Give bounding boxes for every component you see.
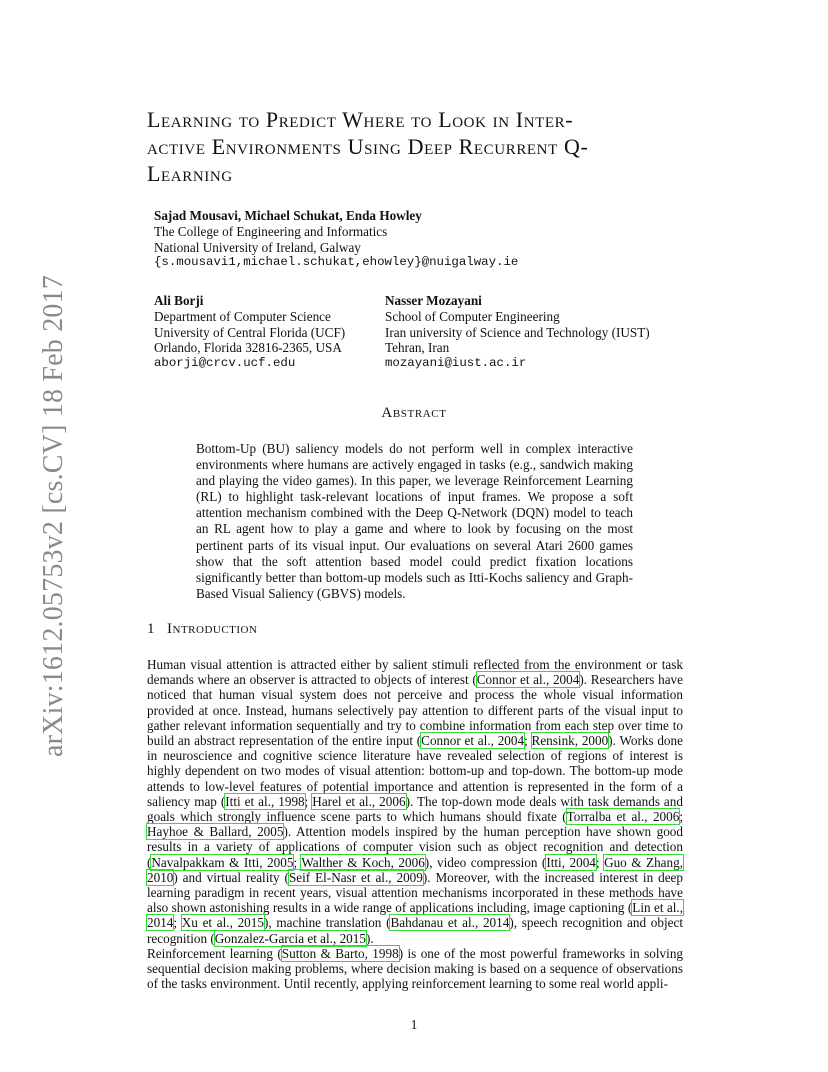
author-names: Sajad Mousavi, Michael Schukat, Enda Howley — [154, 208, 422, 223]
citation-link[interactable]: Itti et al., 1998 — [225, 793, 305, 809]
author-name: Nasser Mozayani — [385, 293, 482, 308]
affiliation-line: Orlando, Florida 32816-2365, USA — [154, 340, 342, 356]
author-block-borji — [154, 293, 345, 372]
title-line: active Environments Using Deep Recurrent Q- — [147, 134, 589, 159]
section-number: 1 — [147, 621, 155, 637]
paper-title — [147, 106, 695, 187]
section-heading — [147, 621, 257, 638]
author-block-mozayani — [385, 293, 650, 372]
author-email: {s.mousavi1,michael.schukat,ehowley}@nuigalway.ie — [154, 255, 519, 270]
author-name: Ali Borji — [154, 293, 204, 308]
affiliation-line: National University of Ireland, Galway — [154, 239, 361, 255]
author-email: aborji@crcv.ucf.edu — [154, 356, 296, 371]
abstract-heading: Abstract — [381, 405, 447, 421]
citation-link[interactable]: Connor et al., 2004 — [421, 733, 525, 749]
affiliation-line: Department of Computer Science — [154, 308, 331, 324]
citation-link[interactable]: Seif El-Nasr et al., 2009 — [288, 869, 423, 885]
abstract-text: Bottom-Up (BU) saliency models do not perform well in complex interactive environments where humans are actively engaged in tasks (e.g., sandwich making and playing the video games). In this paper, we leverage Reinforcement Learning (RL) to highlight task-relevant locations of input frames. We propose a soft attention mechanism combined with the Deep Q-Network (DQN) model to teach an RL agent how to play a game and where to look by focusing on the most pertinent parts of its visual input. Our evaluations on several Atari 2600 games show that the soft attention based model could predict fixation locations significantly better than bottom-up models such as Itti-Kochs saliency and Graph-Based Visual Saliency (GBVS) models. — [196, 441, 633, 601]
citation-link[interactable]: Hayhoe & Ballard, 2005 — [147, 824, 284, 840]
citation-link[interactable]: Harel et al., 2006 — [312, 793, 406, 809]
author-email: mozayani@iust.ac.ir — [385, 356, 527, 371]
affiliation-line: Iran university of Science and Technology (IUST) — [385, 324, 650, 340]
citation-link[interactable]: Rensink, 2000 — [531, 733, 609, 749]
affiliation-line: The College of Engineering and Informatics — [154, 223, 388, 239]
arxiv-stamp: arXiv:1612.05753v2 [cs.CV] 18 Feb 2017 — [38, 274, 69, 757]
citation-link[interactable]: Navalpakkam & Itti, 2005 — [151, 854, 294, 870]
citation-link[interactable]: Walther & Koch, 2006 — [301, 854, 425, 870]
affiliation-line: University of Central Florida (UCF) — [154, 324, 346, 340]
section-title: Introduction — [167, 621, 258, 637]
citation-link[interactable]: Guo & Zhang, 2010 — [147, 854, 684, 885]
citation-link[interactable]: Xu et al., 2015 — [181, 915, 264, 931]
page-number: 1 — [410, 1017, 418, 1032]
citation-link[interactable]: Connor et al., 2004 — [476, 672, 580, 688]
title-line: Learning to Predict Where to Look in Inter- — [147, 107, 574, 132]
intro-paragraph-2: Reinforcement learning (Sutton & Barto, 1998) is one of the most powerful frameworks in solving sequential decision making problems, where decision making is based on a sequence of observations of the tasks environment. Until recently, applying reinforcement learning to some real world appli- — [147, 946, 684, 992]
citation-link[interactable]: Sutton & Barto, 1998 — [281, 946, 399, 961]
citation-link[interactable]: Torralba et al., 2006 — [566, 809, 680, 825]
citation-link[interactable]: Itti, 2004 — [546, 854, 596, 870]
citation-link[interactable]: Gonzalez-Garcia et al., 2015 — [214, 930, 366, 946]
affiliation-line: School of Computer Engineering — [385, 308, 560, 324]
citation-link[interactable]: Bahdanau et al., 2014 — [390, 915, 510, 931]
citation-link[interactable]: Lin et al., 2014 — [147, 900, 683, 931]
title-line: Learning — [147, 161, 233, 186]
intro-paragraph-1: Human visual attention is attracted either by salient stimuli reflected from the environment or task demands where an observer is attracted to objects of interest (Connor et al., 2004). Researchers have noticed that human visual system does not perceive and process the whole visual information provided at once. Instead, humans selectively pay attention to different parts of the visual input to gather relevant information sequentially and try to combine information from each step over time to build an abstract representation of the entire input (Connor et al., 2004; Rensink, 2000). Works done in neuroscience and cognitive science literature have revealed selection of regions of interest is highly dependent on two modes of visual attention: bottom-up and top-down. The bottom-up mode attends to low-level features of potential importance and attention is represented in the form of a saliency map (Itti et al., 1998; Harel et al., 2006). The top-down mode deals with task demands and goals which strongly influence scene parts to which humans should fixate (Torralba et al., 2006; Hayhoe & Ballard, 2005). Attention models inspired by the human perception have shown good results in a variety of applications of computer vision such as object recognition and detection (Navalpakkam & Itti, 2005; Walther & Koch, 2006), video compression (Itti, 2004; Guo & Zhang, 2010) and virtual reality (Seif El-Nasr et al., 2009). Moreover, with the increased interest in deep learning paradigm in recent years, visual attention mechanisms incorporated in these methods have also shown astonishing results in a wide range of applications including, image captioning (Lin et al., 2014; Xu et al., 2015), machine translation (Bahdanau et al., 2014), speech recognition and object recognition (Gonzalez-Garcia et al., 2015). — [147, 657, 684, 946]
affiliation-line: Tehran, Iran — [385, 340, 450, 356]
author-block-galway — [154, 208, 518, 271]
